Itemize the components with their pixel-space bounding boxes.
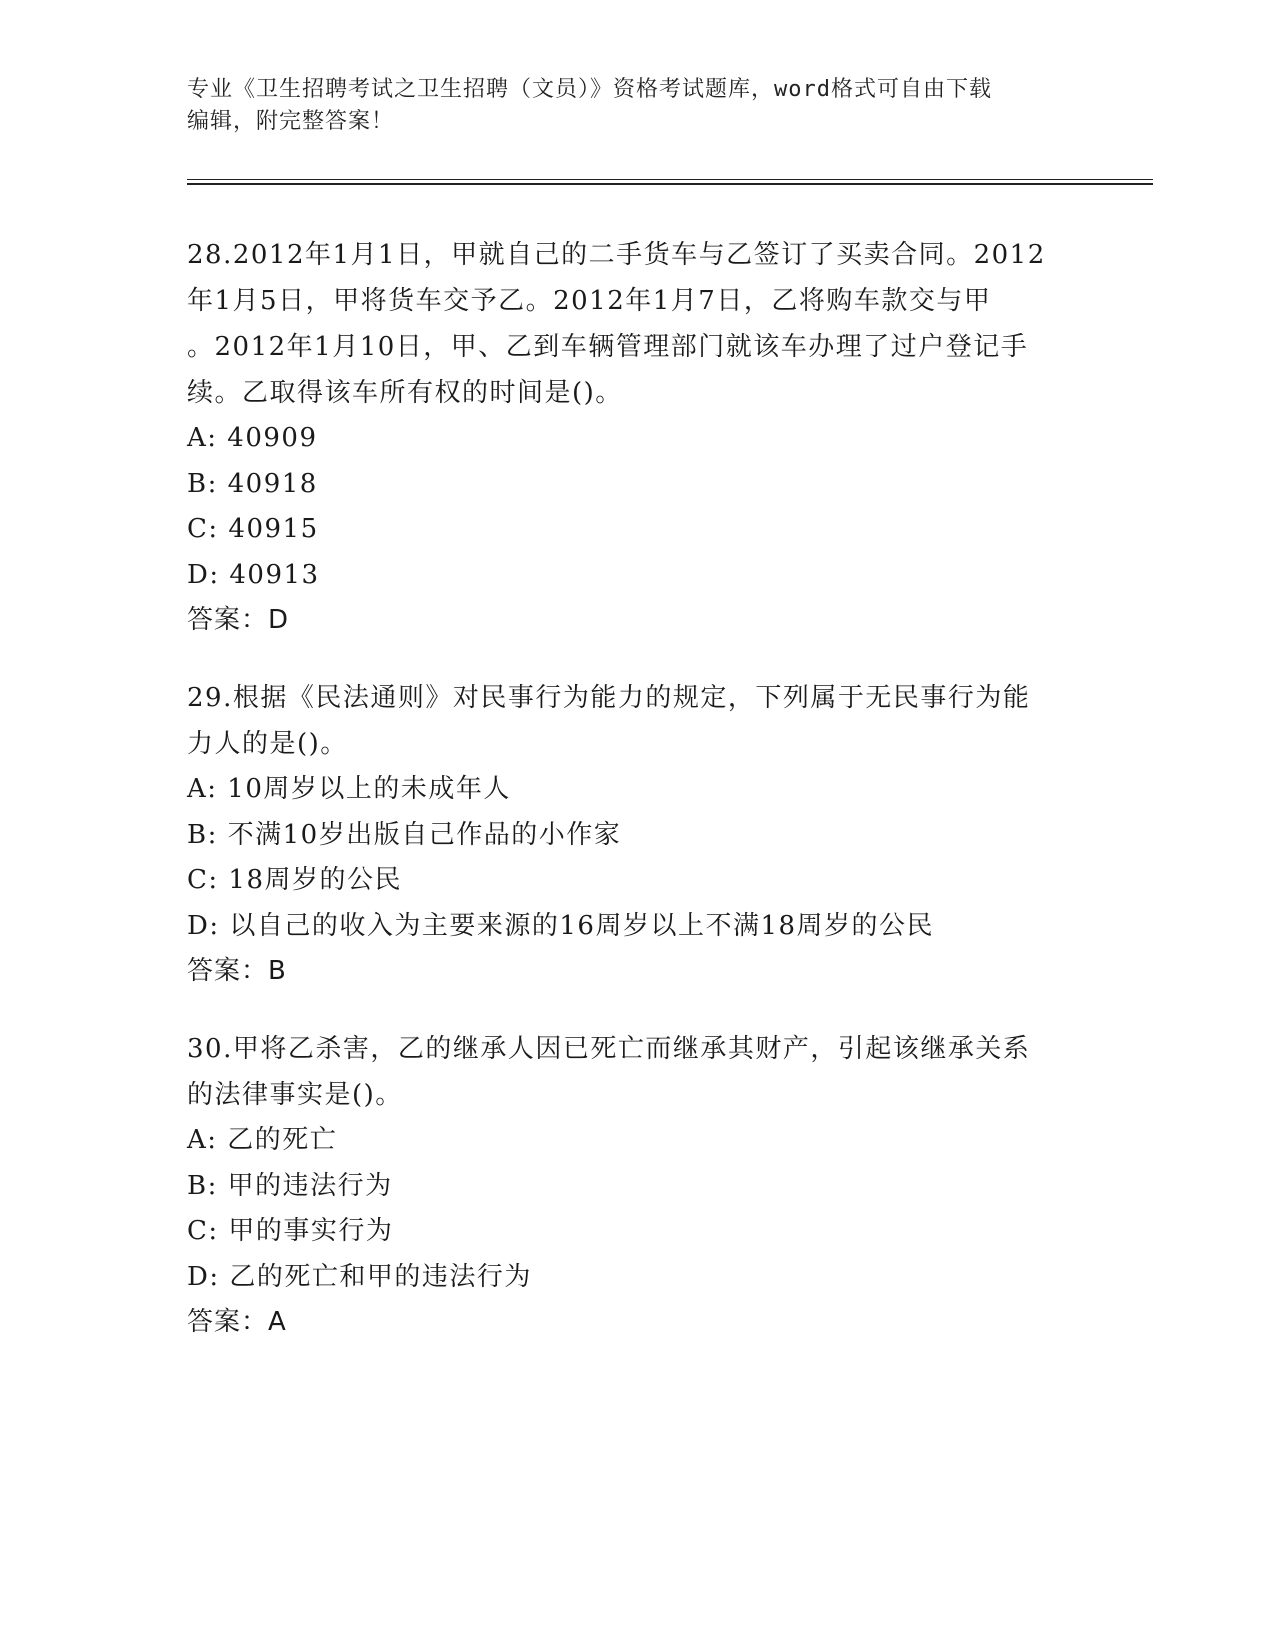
option-d: D: 40913 [187, 559, 320, 590]
option-a: A: 乙的死亡 [187, 1125, 338, 1155]
option-a: A: 10周岁以上的未成年人 [187, 774, 511, 804]
option-d: D: 以自己的收入为主要来源的16周岁以上不满18周岁的公民 [187, 910, 935, 941]
option-a: A: 40909 [187, 423, 318, 453]
header-line: 专业《卫生招聘考试之卫生招聘（文员）》资格考试题库，word格式可自由下载 [187, 77, 992, 102]
question-text-line: 。2012年1月10日，甲、乙到车辆管理部门就该车办理了过户登记手 [187, 332, 1029, 362]
option-c: C: 40915 [187, 514, 319, 544]
question-text-line: 28.2012年1月1日，甲就自己的二手货车与乙签订了买卖合同。2012 [187, 240, 1046, 270]
question-28 [187, 232, 1087, 642]
option-c: C: 18周岁的公民 [187, 865, 403, 895]
header-divider [187, 183, 1153, 185]
answer-key: 答案：B [187, 956, 287, 986]
option-b: B: 不满10岁出版自己作品的小作家 [187, 819, 622, 850]
header-line: 编辑，附完整答案！ [187, 109, 395, 134]
question-text-line: 续。乙取得该车所有权的时间是()。 [187, 378, 623, 408]
question-text-line: 29.根据《民法通则》对民事行为能力的规定，下列属于无民事行为能 [187, 683, 1031, 713]
question-29 [187, 675, 1087, 993]
question-list [187, 232, 1087, 1377]
option-c: C: 甲的事实行为 [187, 1216, 394, 1246]
question-text-line: 的法律事实是()。 [187, 1080, 403, 1110]
question-text-line: 年1月5日，甲将货车交予乙。2012年1月7日，乙将购车款交与甲 [187, 286, 992, 316]
option-b: B: 甲的违法行为 [187, 1170, 393, 1201]
header-divider [187, 179, 1153, 180]
answer-key: 答案：D [187, 605, 290, 635]
option-b: B: 40918 [187, 468, 318, 499]
question-text-line: 30.甲将乙杀害，乙的继承人因已死亡而继承其财产，引起该继承关系 [187, 1034, 1031, 1064]
option-d: D: 乙的死亡和甲的违法行为 [187, 1261, 532, 1292]
question-30 [187, 1026, 1087, 1344]
document-header [187, 74, 1087, 138]
question-text-line: 力人的是()。 [187, 729, 348, 759]
answer-key: 答案：A [187, 1307, 287, 1337]
